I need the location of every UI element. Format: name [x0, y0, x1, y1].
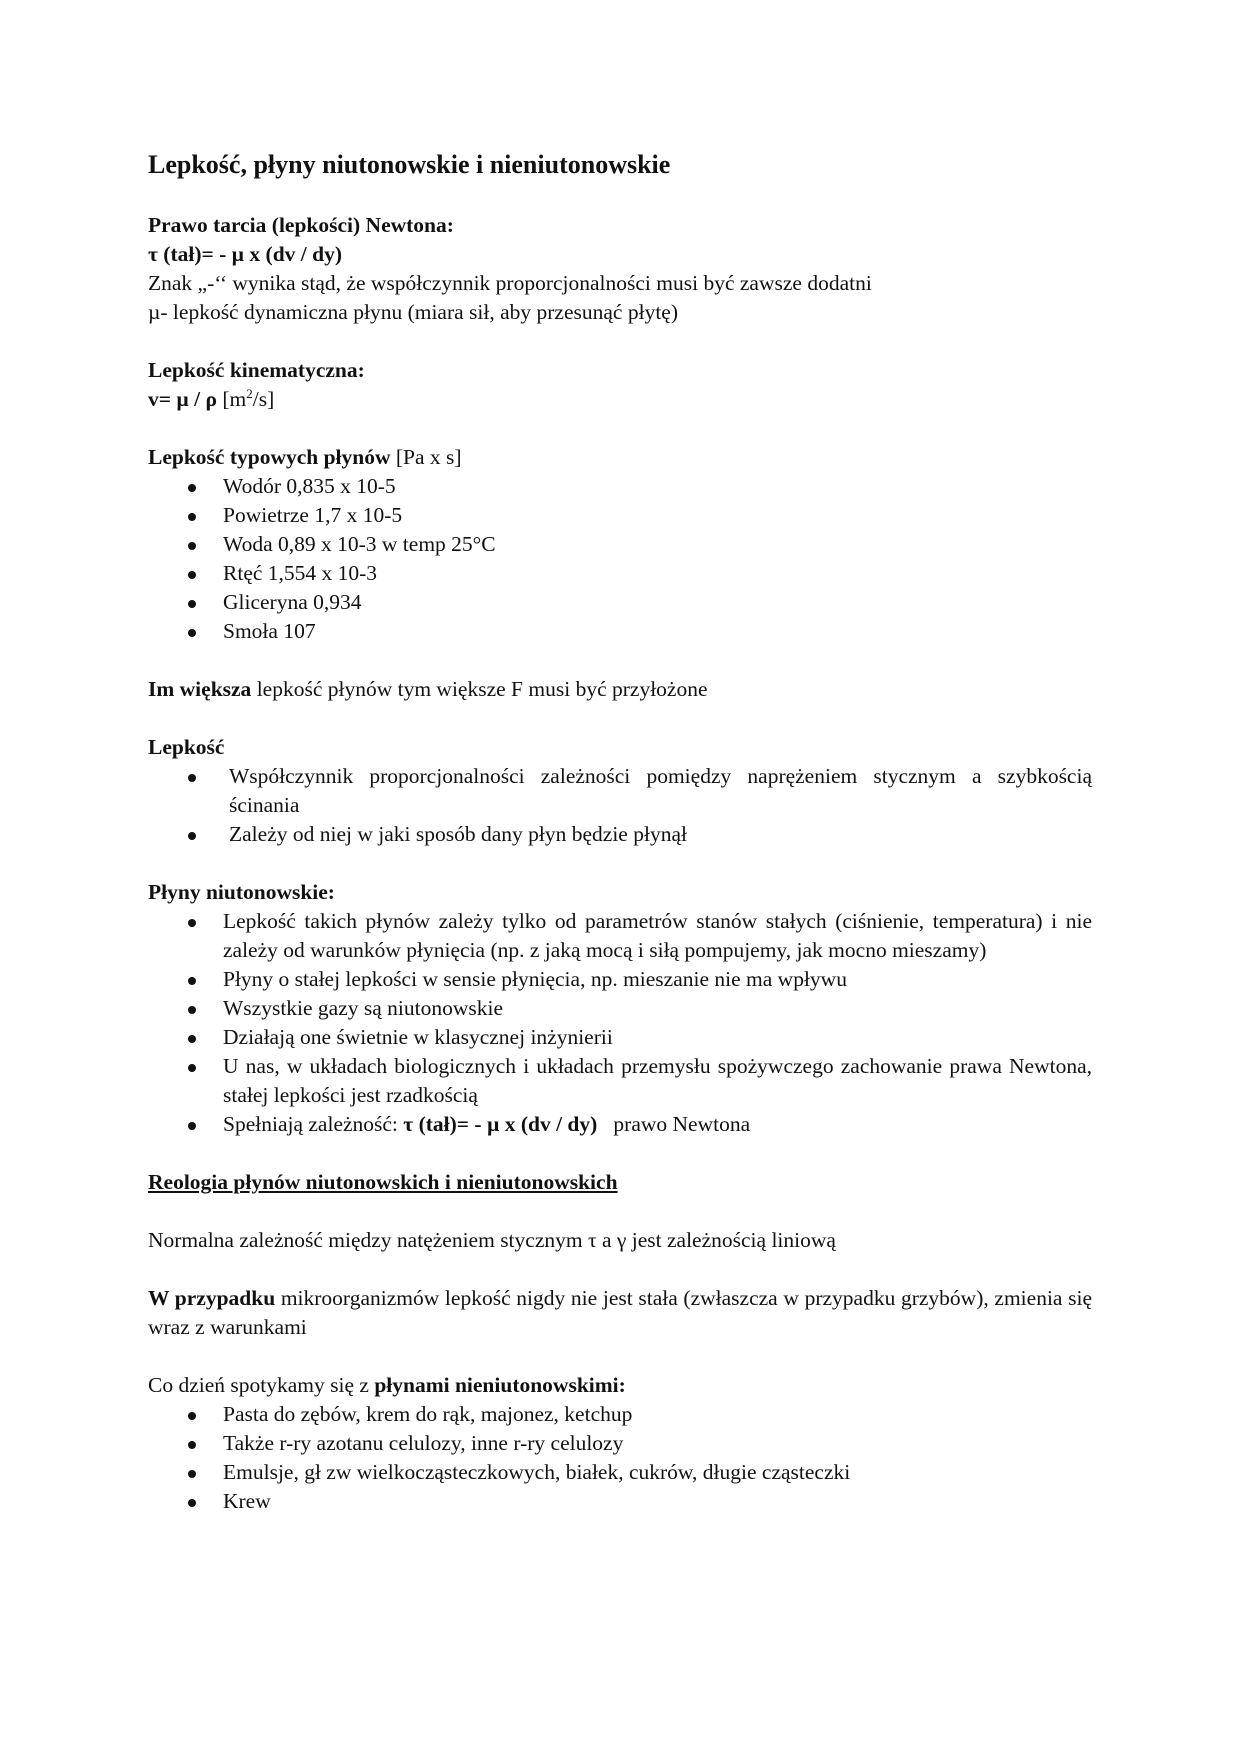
newtonian-list — [148, 907, 1092, 1139]
list-item: Wszystkie gazy są niutonowskie — [148, 994, 1092, 1023]
viscosity-list — [148, 762, 1092, 849]
list-item: Płyny o stałej lepkości w sensie płynięcia, np. mieszanie nie ma wpływu — [148, 965, 1092, 994]
greater-viscosity-sentence: Im większa lepkość płynów tym większe F musi być przyłożone — [148, 677, 708, 701]
typical-fluids-list — [148, 472, 1092, 646]
list-item: Gliceryna 0,934 — [148, 588, 1092, 617]
newton-law-formula: τ (tał)= - µ x (dv / dy) — [148, 242, 342, 266]
typical-heading: Lepkość typowych płynów [Pa x s] — [148, 445, 462, 469]
sign-explanation: Znak „-‘‘ wynika stąd, że współczynnik proporcjonalności musi być zawsze dodatni — [148, 271, 872, 295]
list-item: Lepkość takich płynów zależy tylko od parametrów stanów stałych (ciśnienie, temperatura) i nie zależy od warunków płynięcia (np. z jaką mocą i siłą pompujemy, jak mocno mieszamy) — [148, 907, 1092, 965]
non-newtonian-section — [148, 1371, 1092, 1516]
list-item: Krew — [148, 1487, 1092, 1516]
list-item: Rtęć 1,554 x 10-3 — [148, 559, 1092, 588]
list-item: Zależy od niej w jaki sposób dany płyn będzie płynął — [148, 820, 1092, 849]
newton-law-heading: Prawo tarcia (lepkości) Newtona: — [148, 213, 454, 237]
non-newtonian-list — [148, 1400, 1092, 1516]
non-newtonian-intro: Co dzień spotykamy się z płynami nieniutonowskimi: — [148, 1373, 626, 1397]
list-item: Woda 0,89 x 10-3 w temp 25°C — [148, 530, 1092, 559]
newton-law-section — [148, 211, 1092, 327]
list-item: Spełniają zależność: τ (tał)= - µ x (dv / dy) prawo Newtona — [148, 1110, 1092, 1139]
rheology-heading: Reologia płynów niutonowskich i nieniutonowskich — [148, 1170, 618, 1194]
list-item: Także r-ry azotanu celulozy, inne r-ry celulozy — [148, 1429, 1092, 1458]
newtonian-heading: Płyny niutonowskie: — [148, 880, 335, 904]
kinematic-viscosity-section — [148, 356, 1092, 414]
list-item: Działają one świetnie w klasycznej inżynierii — [148, 1023, 1092, 1052]
kinematic-formula: v= µ / ρ $[m^2/s]$ — [148, 386, 275, 411]
kinematic-heading: Lepkość kinematyczna: — [148, 358, 365, 382]
list-item: Wodór 0,835 x 10-5 — [148, 472, 1092, 501]
list-item: Emulsje, gł zw wielkocząsteczkowych, białek, cukrów, długie cząsteczki — [148, 1458, 1092, 1487]
list-item: Pasta do zębów, krem do rąk, majonez, ketchup — [148, 1400, 1092, 1429]
viscosity-section — [148, 733, 1092, 849]
viscosity-heading: Lepkość — [148, 735, 225, 759]
microorganisms-sentence: W przypadku mikroorganizmów lepkość nigdy nie jest stała (zwłaszcza w przypadku grzybów), zmienia się wraz z warunkami — [148, 1286, 1093, 1339]
list-item: Współczynnik proporcjonalności zależności pomiędzy naprężeniem stycznym a szybkością ścinania — [148, 762, 1092, 820]
list-item: Smoła 107 — [148, 617, 1092, 646]
linear-relation-sentence: Normalna zależność między natężeniem stycznym τ a γ jest zależnością liniową — [148, 1228, 836, 1252]
list-item: Powietrze 1,7 x 10-5 — [148, 501, 1092, 530]
list-item: U nas, w układach biologicznych i układach przemysłu spożywczego zachowanie prawa Newtona, stałej lepkości jest rzadkością — [148, 1052, 1092, 1110]
typical-fluids-section — [148, 443, 1092, 646]
newtonian-fluids-section — [148, 878, 1092, 1139]
document-title: Lepkość, płyny niutonowskie i nieniutonowskie — [148, 150, 671, 179]
dynamic-viscosity-definition: µ- lepkość dynamiczna płynu (miara sił, aby przesunąć płytę) — [148, 300, 678, 324]
document-body — [148, 145, 1092, 1516]
